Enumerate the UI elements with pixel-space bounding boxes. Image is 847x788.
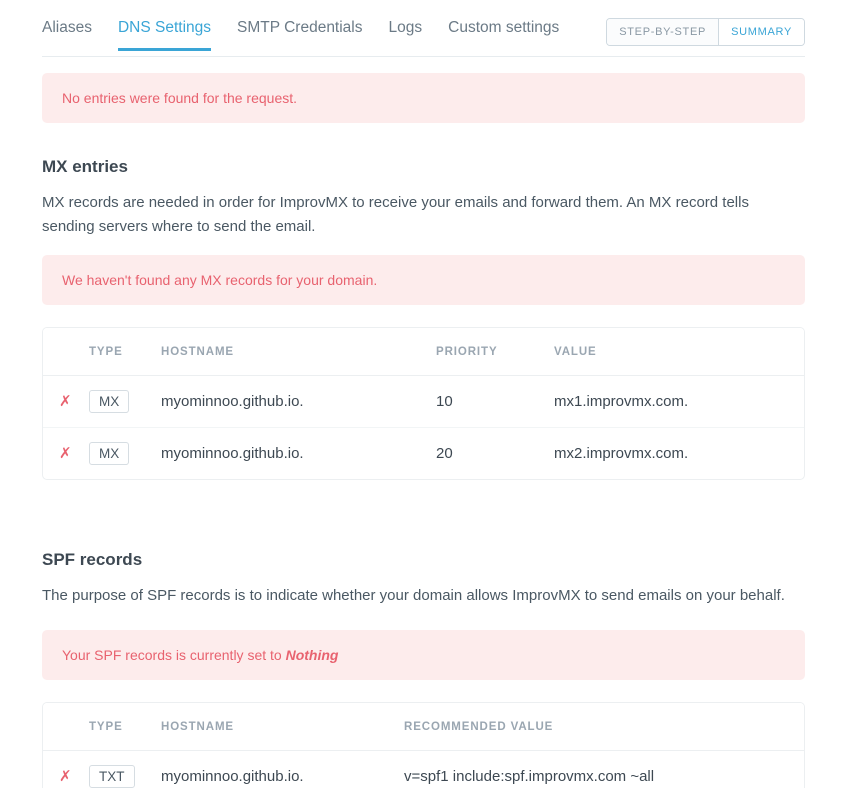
toggle-step-by-step[interactable]: STEP-BY-STEP	[607, 19, 718, 45]
remove-icon[interactable]: ✗	[59, 768, 72, 785]
mx-col-value: VALUE	[554, 328, 804, 376]
section-spacer	[42, 480, 805, 516]
main-tabs	[42, 19, 559, 52]
record-value: v=spf1 include:spf.improvmx.com ~all	[404, 768, 655, 785]
mx-col-type: TYPE	[89, 328, 161, 376]
record-hostname: myominnoo.github.io.	[161, 428, 436, 480]
mx-col-remove	[43, 328, 89, 376]
view-toggle	[606, 18, 805, 46]
spf-section-description: The purpose of SPF records is to indicate whether your domain allows ImprovMX to send emails on your behalf.	[42, 587, 785, 604]
table-header-row	[43, 703, 804, 751]
record-type-chip: TXT	[89, 765, 135, 788]
mx-col-hostname: HOSTNAME	[161, 328, 436, 376]
table-row	[43, 428, 804, 480]
table-header-row	[43, 328, 804, 376]
mx-records-table	[42, 327, 805, 480]
remove-icon[interactable]: ✗	[59, 393, 72, 410]
tab-smtp-credentials[interactable]: SMTP Credentials	[237, 18, 363, 36]
mx-section-description: MX records are needed in order for ImprovMX to receive your emails and forward them. An MX record tells sending servers where to send the email.	[42, 194, 749, 235]
record-hostname: myominnoo.github.io.	[161, 393, 304, 410]
record-priority: 20	[436, 428, 554, 480]
no-mx-alert: We haven't found any MX records for your domain.	[42, 255, 805, 305]
spf-col-hostname: HOSTNAME	[161, 703, 404, 751]
record-value: mx1.improvmx.com.	[554, 393, 689, 410]
record-hostname: myominnoo.github.io.	[161, 768, 304, 785]
toggle-summary[interactable]: SUMMARY	[718, 19, 804, 45]
tab-custom-settings[interactable]: Custom settings	[448, 18, 560, 36]
spf-records-table	[42, 702, 805, 788]
record-priority: 10	[436, 393, 453, 410]
main-content	[0, 73, 847, 788]
spf-status-alert	[42, 630, 805, 680]
no-entries-alert: No entries were found for the request.	[42, 73, 805, 123]
mx-section-title: MX entries	[42, 157, 128, 176]
spf-section-title: SPF records	[42, 550, 143, 569]
record-value: mx2.improvmx.com.	[554, 428, 804, 480]
table-row	[43, 751, 804, 788]
spf-status-value: Nothing	[285, 647, 339, 663]
spf-col-type: TYPE	[89, 703, 161, 751]
top-bar	[0, 0, 847, 56]
spf-col-recommended-value: RECOMMENDED VALUE	[404, 703, 804, 751]
table-row	[43, 376, 804, 428]
record-type-chip: MX	[89, 442, 129, 465]
record-type-chip: MX	[89, 390, 129, 413]
header-divider	[42, 56, 805, 57]
tab-dns-settings[interactable]: DNS Settings	[118, 19, 211, 52]
tab-aliases[interactable]: Aliases	[42, 18, 92, 36]
mx-col-priority: PRIORITY	[436, 328, 554, 376]
remove-icon[interactable]: ✗	[59, 445, 72, 462]
spf-status-prefix: Your SPF records is currently set to	[62, 647, 286, 663]
tab-logs[interactable]: Logs	[388, 18, 423, 36]
spf-col-remove	[43, 703, 89, 751]
